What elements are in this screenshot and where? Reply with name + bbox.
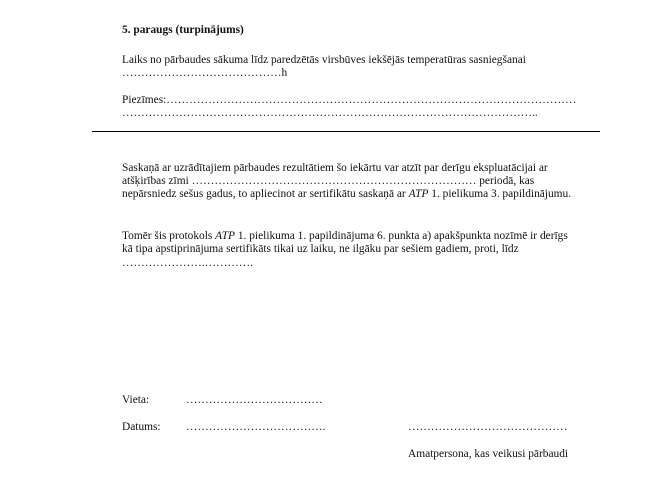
- para1-line-2: atšķirības zīmi ………………………………………………………………… periodā, kas: [122, 175, 535, 187]
- notes-line-2: ………………………………………………………………………………………………..: [122, 107, 538, 119]
- place-label: Vieta:: [122, 394, 150, 406]
- section-heading: 5. paraugs (turpinājums): [122, 24, 244, 36]
- para2-line-2: kā tipa apstiprinājuma sertifikāts tikai uz laiku, ne ilgāku par sešiem gadiem, proti, līdz: [122, 243, 519, 255]
- time-line-1: Laiks no pārbaudes sākuma līdz paredzētās virsbūves iekšējās temperatūras sasniegšanai: [122, 54, 526, 66]
- para1-line-3: nepārsniedz sešus gadus, to apliecinot ar sertifikātu saskaņā ar ATP 1. pielikuma 3. papildinājumu.: [122, 188, 572, 200]
- atp-italic: ATP: [408, 188, 429, 200]
- date-dots: ……………………………….: [186, 421, 326, 433]
- place-dots: ………………………………: [186, 394, 323, 406]
- para2-line-1: Tomēr šis protokols ATP 1. pielikuma 1. papildinājuma 6. punkta a) apakšpunkta nozīmē ir derīgs: [122, 230, 568, 242]
- signature-dots: ……………………………………: [408, 421, 568, 433]
- official-caption: Amatpersona, kas veikusi pārbaudi: [408, 448, 569, 460]
- notes-line-1: Piezīmes:………………………………………………………………………………………………: [122, 94, 577, 106]
- atp-italic: ATP: [215, 230, 235, 242]
- horizontal-rule: [92, 131, 600, 132]
- time-line-2: ……………………………………h: [122, 67, 288, 79]
- para2-line-3: ………………….………….: [122, 257, 253, 269]
- date-label: Datums:: [122, 421, 161, 433]
- para1-line-1: Saskaņā ar uzrādītajiem pārbaudes rezultātiem šo iekārtu var atzīt par derīgu ekspluatācijai ar: [122, 162, 548, 174]
